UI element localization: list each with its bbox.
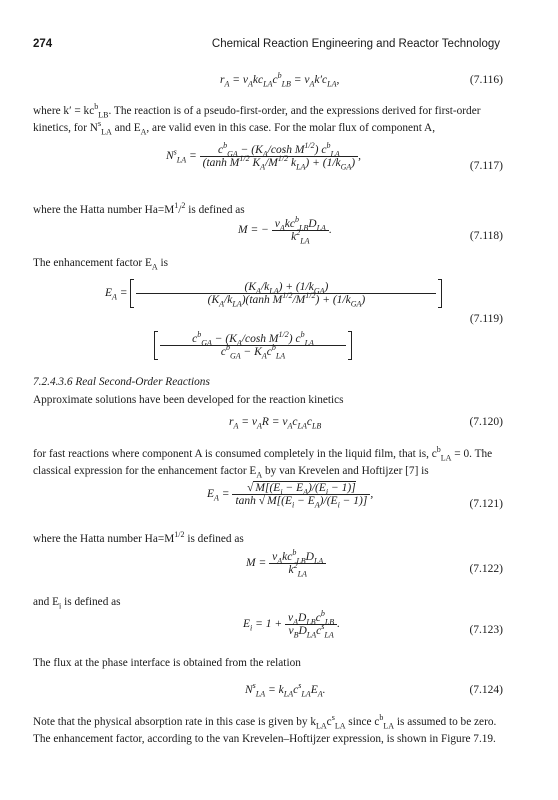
- equation-number: (7.121): [469, 498, 503, 510]
- section-heading: 7.2.4.3.6 Real Second-Order Reactions: [33, 376, 210, 388]
- equation-number: (7.120): [469, 416, 503, 428]
- equation-7-116: $r_A = \nu_Akc_{LA}c^b_{LB} = \nu_Ak'c_{LA}$, (7.116): [220, 71, 503, 89]
- equation-7-124: $N^s_{LA} = k_{LA}c^s_{LA}E_A$. (7.124): [245, 681, 503, 699]
- paragraph: and $E_i$ is defined as: [33, 596, 121, 611]
- equation-number: (7.119): [469, 313, 503, 325]
- equation-number: (7.116): [469, 74, 503, 86]
- paragraph: where the Hatta number $Ha=M^{1/2}$ is defined as: [33, 530, 244, 545]
- equation-7-123: $E_i = 1$ + $\frac{\nu_AD_{LB}c^b_{LB}}{\nu_BD_{LA}c^s_{LA}}$ . (7.123): [243, 609, 503, 640]
- paragraph: The enhancement factor $E_A$ is: [33, 257, 169, 272]
- paragraph: for fast reactions where component A is consumed completely in the liquid film, that is, $c^b_{LA} = 0$. The classical expression for the enhancement factor $E_A$ by van Krevelen and Hoftijzer [7] is: [33, 445, 493, 480]
- paragraph: where $k' = kc^b_{LB}$. The reaction is of a pseudo-first-order, and the expressions derived for first-order kinetics, for $N^s_{LA}$ and $E_A$, are valid even in this case. For the molar flux of component A,: [33, 102, 481, 137]
- paragraph: Approximate solutions have been developed for the reaction kinetics: [33, 394, 344, 406]
- equation-7-122: M = $\frac{\nu_Akc^b_{LB}D_{LA}}{k^2_{LA}}$ (7.122): [246, 548, 503, 579]
- equation-number: (7.118): [469, 230, 503, 242]
- equation-number: (7.123): [469, 624, 503, 636]
- paragraph: where the Hatta number $Ha=M^1/^2$ is defined as: [33, 201, 245, 216]
- equation-7-120: $r_A = \nu_AR = \nu_Ac_{LA}c_{LB}$ (7.120): [229, 416, 503, 431]
- equation-number: (7.124): [469, 684, 503, 696]
- page-number: 274: [33, 38, 53, 50]
- equation-7-119: $E_A$ = $\frac{(K_A/k_{LA}) + (1/k_{GA})}{(K_A/k_{LA})(\tanh M^{1/2}/M^{1/2}) + (1/k_{GA})}$ $\frac{c^b_{GA} - (K_A/\cosh M^{1/2}) c^b_{LA}}{c^b_{GA} - K_Ac^b_{LA}}$ (7.119): [105, 281, 503, 361]
- equation-7-117: $N^s_{LA}$ = $\frac{c^b_{GA} - (K_A/\cosh M^{1/2}) c^b_{LA}}{(\tanh M^{1/2} K_A/M^{1/2} k_{LA}) + (1/k_{GA})}$ , (7.117): [166, 141, 503, 172]
- equation-number: (7.117): [469, 160, 503, 172]
- paragraph: The flux at the phase interface is obtained from the relation: [33, 657, 301, 669]
- equation-7-118: M = − $\frac{\nu_Akc^b_{LB}D_{LA}}{k^2_{LA}}$ . (7.118): [238, 215, 503, 246]
- paragraph: Note that the physical absorption rate in this case is given by $k_{LA}c^s_{LA}$ since $c^b_{LA}$ is assumed to be zero. The enhancement factor, according to the van Krevelen–Hoftijzer expression, is shown in Figure 7.19.: [33, 713, 497, 745]
- equation-7-121: $E_A$ = $\frac{√ M[(E_i - E_A)/(E_i - 1)]}{\tanh √ M[(E_i - E_A)/(E_i - 1)]}$ , (7.121): [207, 482, 503, 510]
- equation-number: (7.122): [469, 563, 503, 575]
- running-title: Chemical Reaction Engineering and Reactor Technology: [211, 38, 500, 50]
